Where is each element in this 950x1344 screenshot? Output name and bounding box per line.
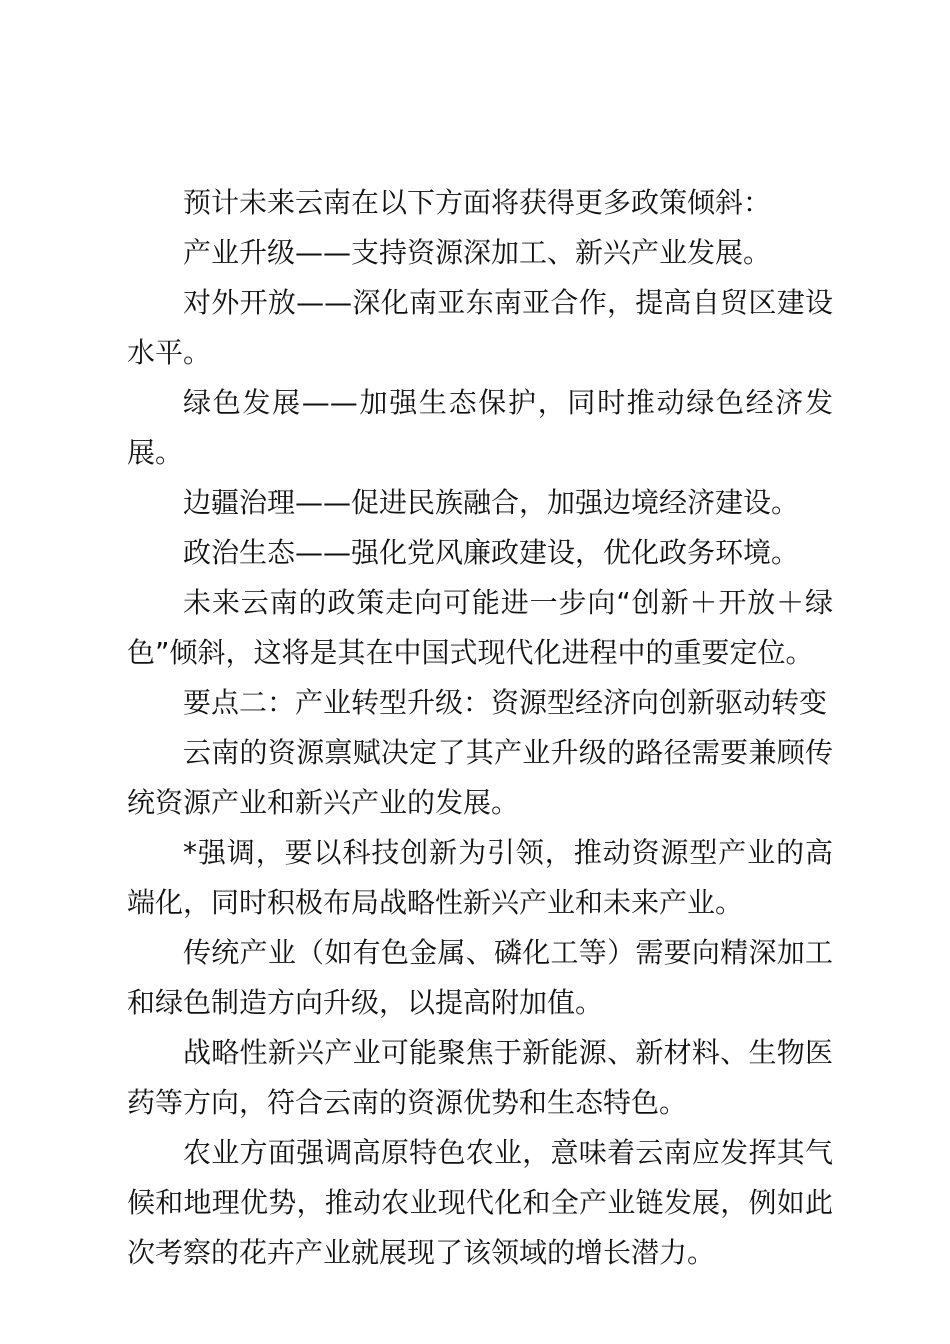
paragraph-tech-innovation: *强调，要以科技创新为引领，推动资源型产业的高端化，同时积极布局战略性新兴产业和未来产业。 bbox=[127, 836, 833, 919]
paragraph-industrial-upgrade: 产业升级——支持资源深加工、新兴产业发展。 bbox=[183, 236, 772, 269]
paragraph-policy-direction: 未来云南的政策走向可能进一步向“创新＋开放＋绿色”倾斜，这将是其在中国式现代化进程中的重要定位。 bbox=[127, 586, 833, 669]
paragraph-traditional-industry: 传统产业（如有色金属、磷化工等）需要向精深加工和绿色制造方向升级，以提高附加值。 bbox=[127, 936, 833, 1019]
paragraph-policy-intro: 预计未来云南在以下方面将获得更多政策倾斜： bbox=[183, 186, 772, 219]
paragraph-opening-up: 对外开放——深化南亚东南亚合作，提高自贸区建设水平。 bbox=[127, 286, 833, 369]
paragraph-emerging-industry: 战略性新兴产业可能聚焦于新能源、新材料、生物医药等方向，符合云南的资源优势和生态特色。 bbox=[127, 1036, 833, 1119]
paragraph-green-development: 绿色发展——加强生态保护，同时推动绿色经济发展。 bbox=[127, 386, 833, 469]
paragraph-resource-endowment: 云南的资源禀赋决定了其产业升级的路径需要兼顾传统资源产业和新兴产业的发展。 bbox=[127, 736, 833, 819]
paragraph-political-ecology: 政治生态——强化党风廉政建设，优化政务环境。 bbox=[183, 536, 800, 569]
document-body bbox=[127, 178, 833, 1278]
paragraph-agriculture: 农业方面强调高原特色农业，意味着云南应发挥其气候和地理优势，推动农业现代化和全产业链发展，例如此次考察的花卉产业就展现了该领域的增长潜力。 bbox=[127, 1136, 833, 1269]
paragraph-border-governance: 边疆治理——促进民族融合，加强边境经济建设。 bbox=[183, 486, 800, 519]
section-heading-point-two: 要点二：产业转型升级：资源型经济向创新驱动转变 bbox=[183, 686, 828, 719]
